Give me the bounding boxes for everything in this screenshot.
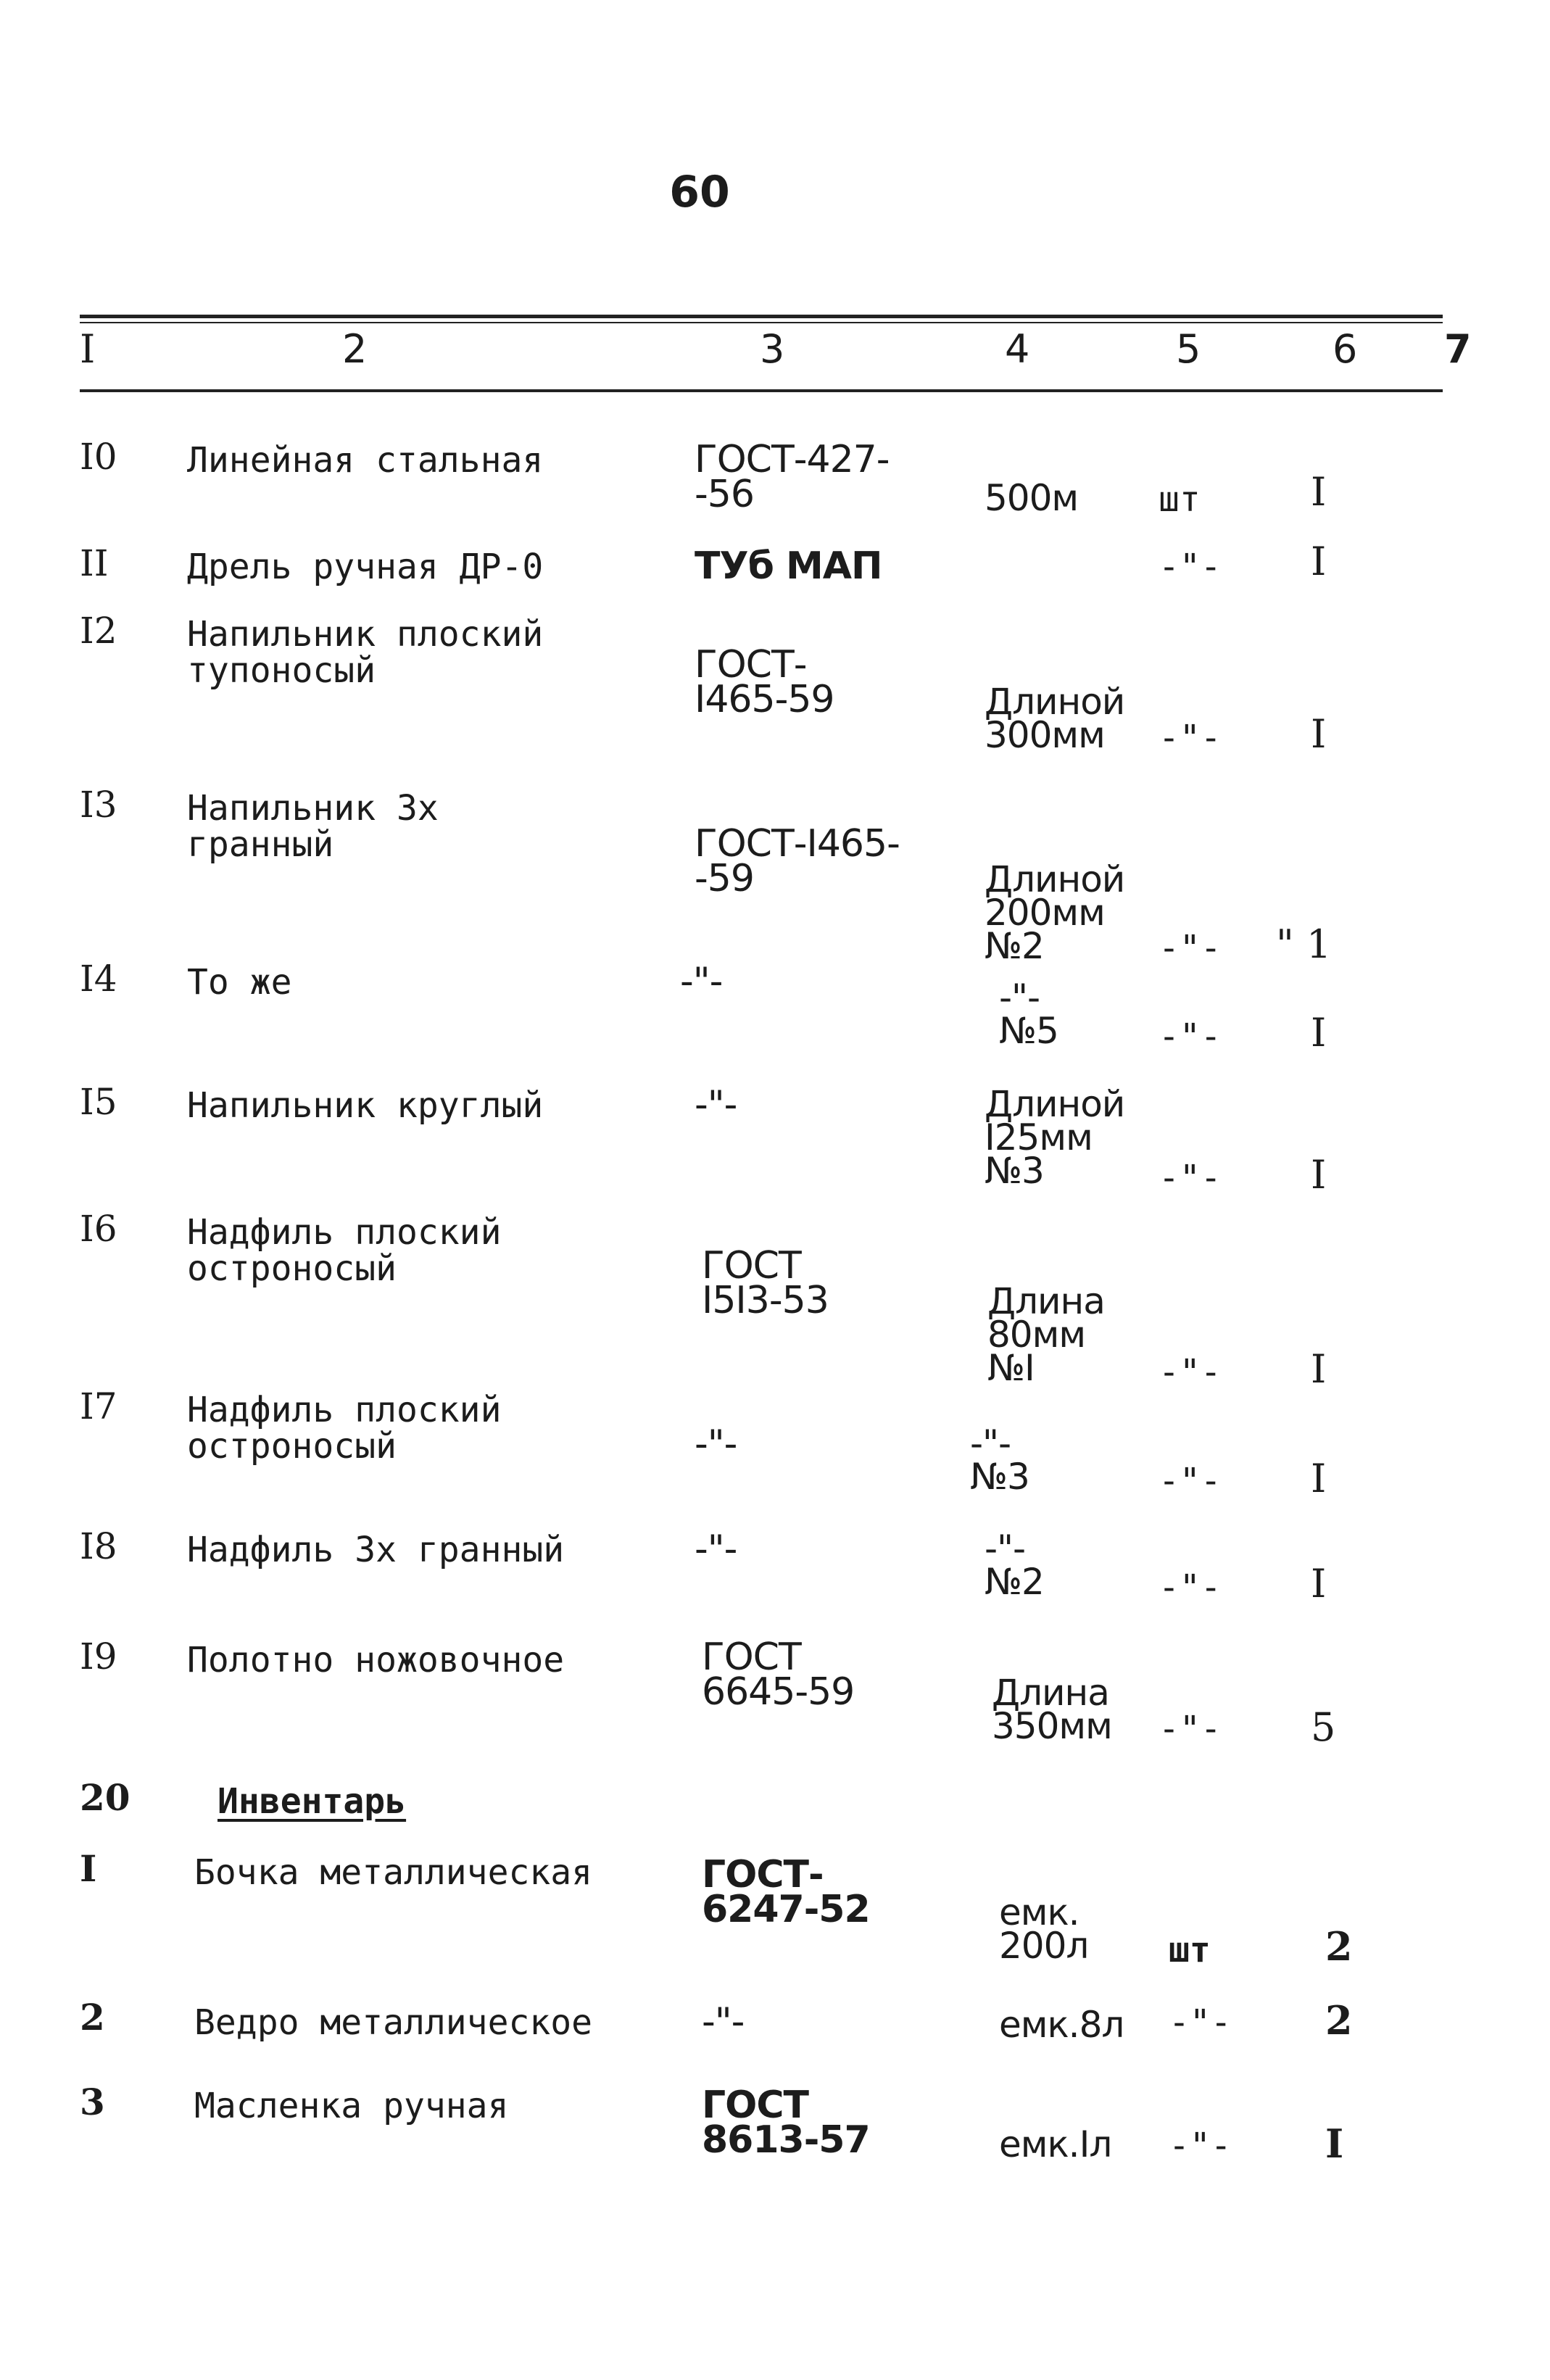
item-name: Масленка ручная	[194, 2086, 509, 2126]
item-unit: -"-	[1159, 1461, 1222, 1501]
item-name: Надфиль плоский остроносый	[187, 1212, 502, 1289]
column-header-6: 6	[1333, 326, 1358, 372]
item-quantity: I	[1311, 711, 1327, 757]
item-unit: -"-	[1159, 1158, 1222, 1198]
item-name: Надфиль плоский остроносый	[187, 1390, 502, 1467]
item-name: Ведро металлическое	[194, 2002, 593, 2043]
item-parameter: емк. 200л	[999, 1891, 1089, 1967]
row-number: II	[80, 542, 109, 584]
column-header-5: 5	[1176, 326, 1201, 372]
row-number: I	[80, 1847, 97, 1890]
section-number: 20	[80, 1776, 130, 1819]
item-quantity: I	[1311, 469, 1327, 515]
item-name: Напильник плоский тупоносый	[187, 614, 544, 691]
item-standard: -"-	[695, 1422, 737, 1466]
item-standard: ГОСТ 6645-59	[702, 1635, 855, 1714]
row-number: 3	[80, 2081, 105, 2123]
item-parameter: Длина 350мм	[992, 1672, 1112, 1747]
item-parameter: Длиной 200мм №2	[985, 858, 1125, 967]
item-unit: -"-	[1169, 2126, 1232, 2166]
item-standard: ГОСТ-I465- -59	[695, 822, 900, 900]
item-unit: -"-	[1159, 547, 1222, 587]
column-header-4: 4	[1005, 326, 1030, 372]
item-name: Надфиль 3х гранный	[187, 1530, 565, 1570]
page-number: 60	[669, 167, 730, 217]
item-standard: -"-	[680, 960, 723, 1003]
item-parameter: -"- №5	[999, 977, 1058, 1052]
item-quantity: I	[1311, 1456, 1327, 1501]
item-unit: -"-	[1159, 718, 1222, 758]
item-name: Полотно ножовочное	[187, 1640, 565, 1680]
item-parameter: -"- №2	[985, 1527, 1044, 1603]
item-parameter: емк.Iл	[999, 2123, 1112, 2165]
row-number: I0	[80, 436, 117, 478]
item-name: Линейная стальная	[187, 440, 544, 481]
item-standard: ГОСТ- I465-59	[695, 643, 834, 721]
item-unit: шт	[1159, 479, 1201, 520]
table-header-rule	[80, 389, 1443, 392]
item-unit: -"-	[1159, 1709, 1222, 1749]
section-title: Инвентарь	[217, 1781, 407, 1822]
row-number: I9	[80, 1635, 117, 1678]
table-top-rule-thin	[80, 322, 1443, 323]
item-name: Бочка металлическая	[194, 1852, 593, 1893]
item-quantity: I	[1311, 539, 1327, 584]
item-name: Напильник 3х гранный	[187, 788, 439, 865]
item-parameter: Длина 80мм №I	[987, 1280, 1105, 1389]
item-unit: -"-	[1159, 928, 1222, 969]
item-quantity: I	[1311, 1010, 1327, 1056]
column-header-2: 2	[342, 326, 368, 372]
item-parameter: 500м	[985, 477, 1079, 519]
row-number: I7	[80, 1385, 117, 1427]
item-name: То же	[187, 962, 292, 1003]
item-standard: -"-	[695, 1527, 737, 1571]
row-number: I6	[80, 1208, 117, 1250]
item-standard: ГОСТ 8613-57	[702, 2083, 870, 2162]
item-quantity: I	[1311, 1346, 1327, 1392]
item-parameter: емк.8л	[999, 2004, 1124, 2046]
row-number: I2	[80, 610, 117, 652]
item-standard: ГОСТ I5I3-53	[702, 1244, 829, 1322]
item-parameter: Длиной I25мм №3	[985, 1083, 1125, 1192]
row-number: 2	[80, 1996, 105, 2039]
item-quantity: 2	[1325, 1923, 1353, 1970]
item-quantity: 2	[1325, 1997, 1353, 2044]
column-header-3: 3	[760, 326, 785, 372]
item-unit: -"-	[1169, 2002, 1232, 2043]
item-standard: ТУб МАП	[695, 544, 882, 588]
item-unit: -"-	[1159, 1352, 1222, 1393]
item-parameter: -"- №3	[970, 1422, 1029, 1498]
column-header-7: 7	[1444, 326, 1472, 372]
item-standard: -"-	[702, 2000, 745, 2044]
item-quantity: I	[1311, 1152, 1327, 1198]
item-unit: шт	[1169, 1930, 1211, 1970]
item-quantity: " 1	[1276, 921, 1332, 967]
column-header-1: I	[80, 326, 96, 372]
item-name: Дрель ручная ДР-0	[187, 547, 544, 587]
item-quantity: I	[1311, 1561, 1327, 1606]
item-quantity: I	[1325, 2120, 1344, 2167]
row-number: I3	[80, 784, 117, 826]
item-standard: ГОСТ-427- -56	[695, 438, 890, 516]
item-standard: -"-	[695, 1083, 737, 1127]
item-standard: ГОСТ- 6247-52	[702, 1853, 870, 1931]
row-number: I8	[80, 1525, 117, 1567]
item-unit: -"-	[1159, 1567, 1222, 1608]
item-name: Напильник круглый	[187, 1085, 544, 1126]
table-top-rule	[80, 315, 1443, 318]
item-parameter: Длиной 300мм	[985, 681, 1125, 756]
item-quantity: 5	[1311, 1704, 1336, 1750]
item-unit: -"-	[1159, 1016, 1222, 1057]
row-number: I5	[80, 1081, 117, 1123]
row-number: I4	[80, 958, 117, 1000]
